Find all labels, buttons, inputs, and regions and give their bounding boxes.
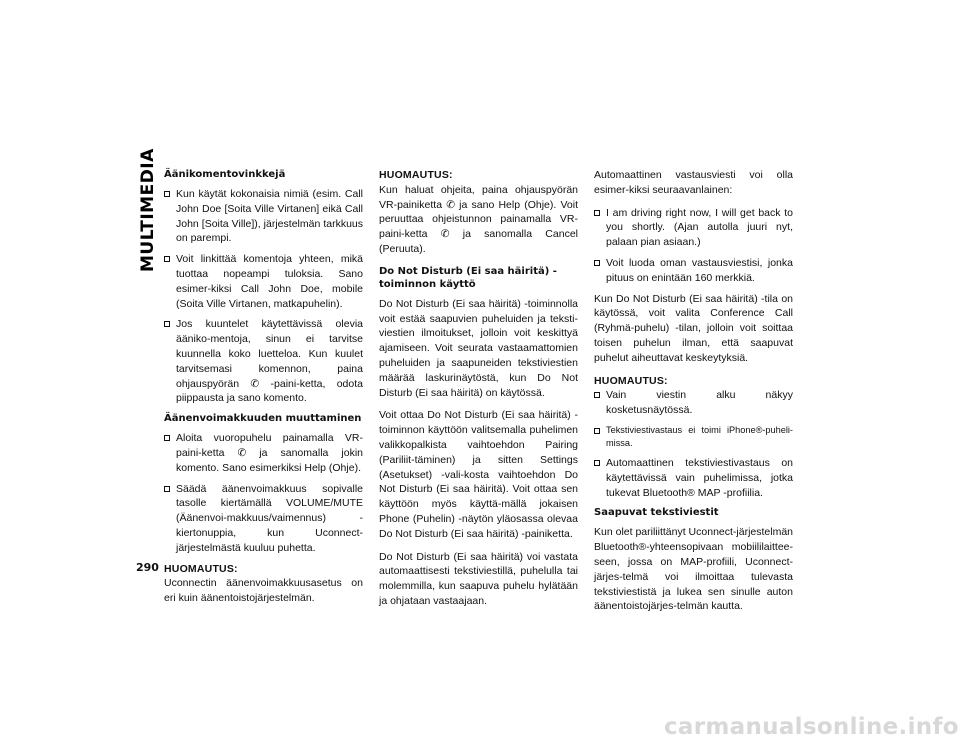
list-item: Aloita vuoropuhelu painamalla VR-paini-ketta ✆ ja sanomalla jokin komento. Sano esimerkiksi Help (Ohje). [164,431,363,475]
volume-list [164,431,363,555]
column-1 [164,168,363,614]
section-title: MULTIMEDIA [138,148,158,272]
page-number: 290 [136,561,159,574]
paragraph: Kun Do Not Disturb (Ei saa häiritä) -tila on käytössä, voit valita Conference Call (Ryhmä-puhelu) -tilan, jolloin voit soittaa toisen puhelun ilman, että saapuvat puhelut aiheuttavat keskeytyksiä. [594,292,793,364]
heading-do-not-disturb: Do Not Disturb (Ei saa häiritä) -toiminnon käyttö [379,265,557,290]
paragraph: Voit ottaa Do Not Disturb (Ei saa häiritä) -toiminnon käyttöön valitsemalla puhelimen valikkopalkista vaihtoehdon Pairing (Pariliit-täminen) ja sitten Settings (Asetukset) -vali-kosta vaihtoehdon Do Not Disturb (Ei saa häiritä). Voit ottaa sen käyttöön myös käyttä-mällä jokaisen Phone (Puhelin) -näytön yläosassa olevaa Do Not Disturb (Ei saa häiritä) -painiketta. [379,409,578,540]
list-item: Voit linkittää komentoja yhteen, mikä tuottaa nopeampi tuloksia. Sano esimer-kiksi Call John Doe, mobile (Soita Ville Virtanen, matkapuhelin). [164,252,363,311]
note-text: Kun haluat ohjeita, paina ohjauspyörän VR-painiketta ✆ ja sano Help (Ohje). Voit peruuttaa ohjeistunnon painamalla VR-paini-ketta ✆ ja sanomalla Cancel (Peruuta). [379,183,578,255]
paragraph: Kun olet pariliittänyt Uconnect-järjestelmän Bluetooth®-yhteensopivaan mobiililaittee-seen, jossa on MAP-profiili, Uconnect-järjes-telmä voi ilmoittaa tulevasta tekstiviestistä ja lukea sen sinulle auton äänentoistojärjes-telmän kautta. [594,526,794,613]
note-list [594,388,793,500]
heading-incoming-texts: Saapuvat tekstiviestit [594,507,719,519]
column-3 [594,168,793,622]
list-item: I am driving right now, I will get back to you shortly. (Ajan autolla juuri nyt, palaan pian asiaan.) [594,206,793,250]
watermark-logo [664,714,959,740]
section-title-vertical [138,148,160,272]
list-item: Kun käytät kokonaisia nimiä (esim. Call John Doe [Soita Ville Virtanen] eikä Call John [Soita Ville]), järjestelmän tarkkuus on parempi. [164,187,363,246]
list-item: Tekstiviestivastaus ei toimi iPhone®-puheli-missa. [594,424,793,450]
list-item: Vain viestin alku näkyy kosketusnäytössä. [594,388,793,418]
heading-voice-command-tips: Äänikomentovinkkejä [164,169,286,180]
paragraph: Automaattinen vastausviesti voi olla esimer-kiksi seuraavanlainen: [594,169,793,196]
list-item: Jos kuuntelet käytettävissä olevia ääniko-mentoja, sinun ei tarvitse kuunnella koko luetteloa. Kun kuulet tarvitsemasi komennon, paina ohjauspyörän ✆ -paini-ketta, odota piippausta ja sano komento. [164,317,363,406]
note-label: HUOMAUTUS: [594,374,668,387]
watermark-suffix: .info [898,714,959,740]
paragraph: Do Not Disturb (Ei saa häiritä) voi vastata automaattisesti tekstiviestillä, puhelulla tai molemmilla, kun saapuva puhelu hylätään ja ohjataan vastaajaan. [379,550,578,607]
note-label: HUOMAUTUS: [164,562,238,575]
tips-list [164,187,363,406]
list-item: Säädä äänenvoimakkuus sopivalle tasolle kiertämällä VOLUME/MUTE (Äänenvoi-makkuus/vaimennus) -kiertonuppia, kun Uconnect-järjestelmästä kuuluu puhetta. [164,482,363,556]
heading-volume: Äänenvoimakkuuden muuttaminen [164,413,362,425]
list-item: Automaattinen tekstiviestivastaus on käytettävissä vain puhelimissa, jotka tukevat Bluetooth® MAP -profiilia. [594,456,793,500]
watermark-main: carmanualsonline [664,714,899,740]
paragraph: Do Not Disturb (Ei saa häiritä) -toiminnolla voit estää saapuvien puheluiden ja teksti-viestien ilmoitukset, jolloin voit keskittyä ajamiseen. Voit seurata vastaamattomien puheluiden ja saapuneiden tekstiviestien määrää laskurinäytöstä, kun Do Not Disturb (Ei saa häiritä) on käytössä. [379,297,578,399]
note-text: Uconnectin äänenvoimakkuusasetus on eri kuin äänentoistojärjestelmän. [164,577,363,605]
reply-examples-list [594,206,793,286]
column-2 [379,168,578,617]
list-item: Voit luoda oman vastausviestisi, jonka pituus on enintään 160 merkkiä. [594,256,793,286]
note-label: HUOMAUTUS: [379,169,453,181]
